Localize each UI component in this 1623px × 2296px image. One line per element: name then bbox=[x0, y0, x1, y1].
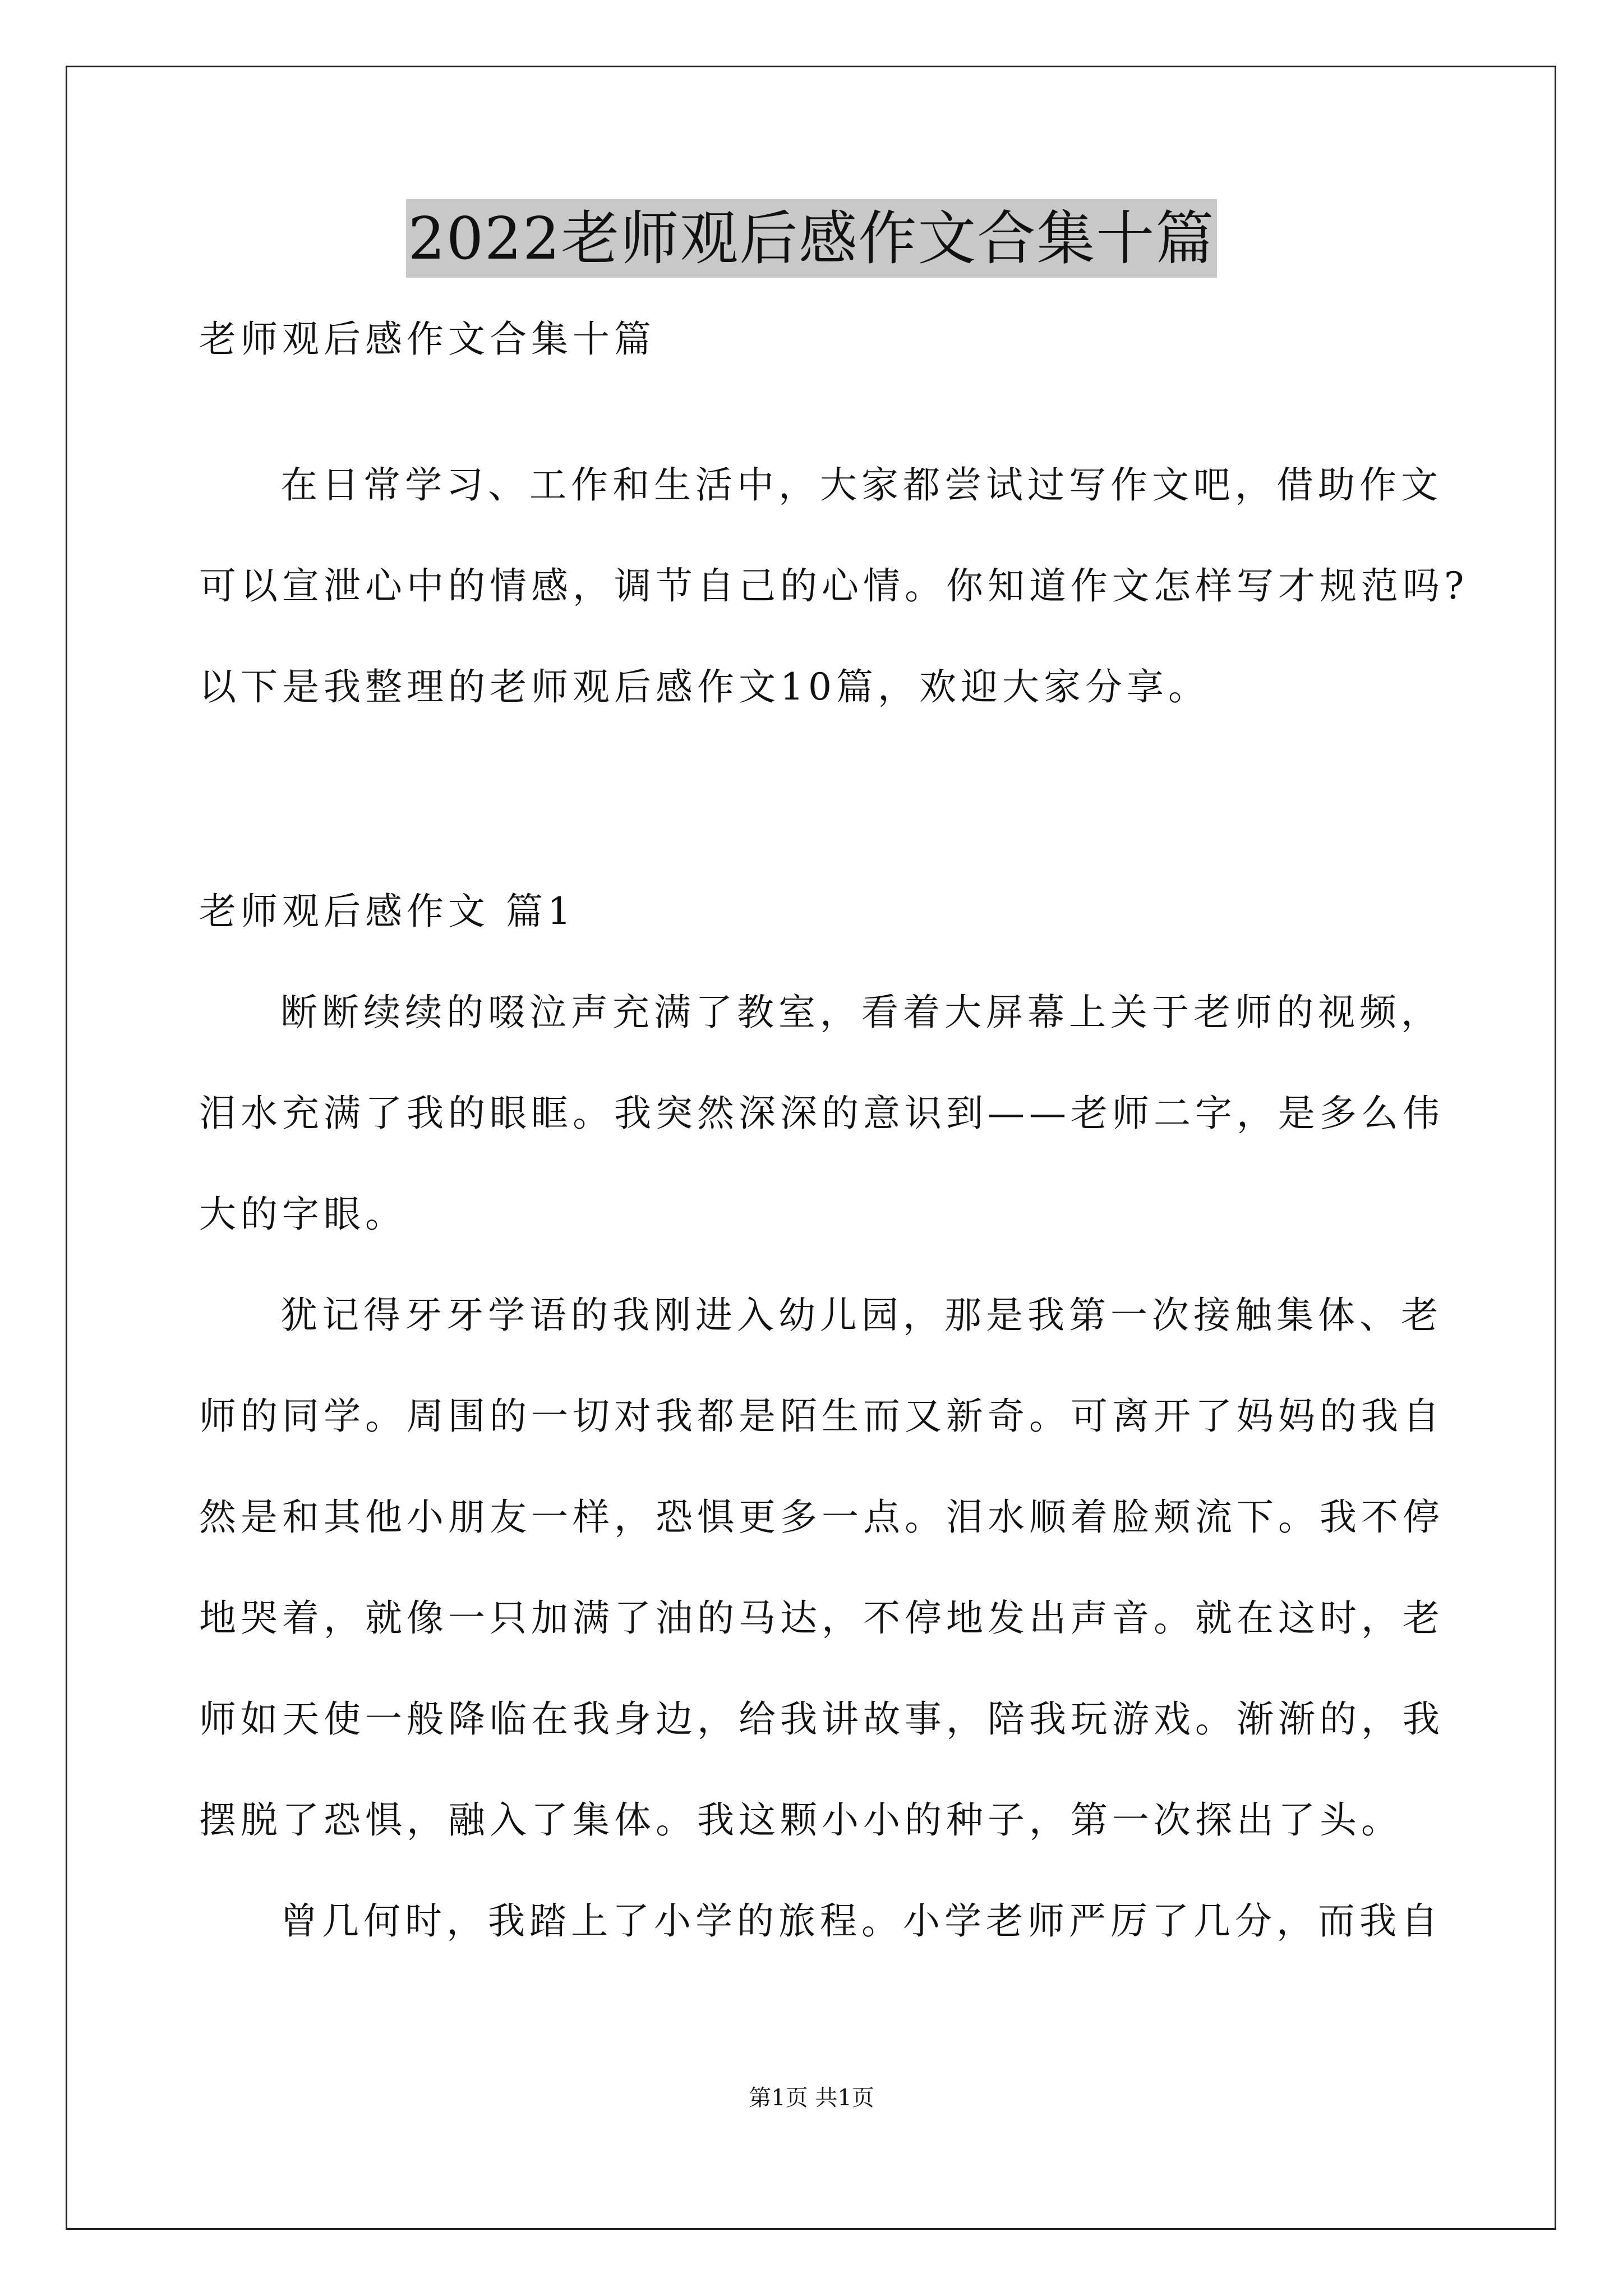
para2-line-1: 犹记得牙牙学语的我刚进入幼儿园，那是我第一次接触集体、老 bbox=[280, 1294, 1442, 1337]
para1-line-1: 断断续续的啜泣声充满了教室，看着大屏幕上关于老师的视频， bbox=[280, 991, 1442, 1034]
page-footer: 第1页 共1页 bbox=[749, 2085, 874, 2111]
para2-line-4: 地哭着，就像一只加满了油的马达，不停地发出声音。就在这时，老 bbox=[199, 1596, 1444, 1640]
para2-line-5: 师如天使一般降临在我身边，给我讲故事，陪我玩游戏。渐渐的，我 bbox=[199, 1697, 1444, 1741]
title-wrap bbox=[0, 199, 1623, 278]
intro-line-2: 可以宣泄心中的情感，调节自己的心情。你知道作文怎样写才规范吗? bbox=[199, 564, 1469, 608]
para2-line-6: 摆脱了恐惧，融入了集体。我这颗小小的种子，第一次探出了头。 bbox=[199, 1798, 1403, 1842]
subtitle: 老师观后感作文合集十篇 bbox=[199, 318, 656, 361]
section-heading: 老师观后感作文 篇1 bbox=[199, 890, 575, 933]
intro-line-1: 在日常学习、工作和生活中，大家都尝试过写作文吧，借助作文 bbox=[280, 463, 1442, 507]
para1-line-2: 泪水充满了我的眼眶。我突然深深的意识到——老师二字，是多么伟 bbox=[199, 1092, 1444, 1135]
para2-line-3: 然是和其他小朋友一样，恐惧更多一点。泪水顺着脸颊流下。我不停 bbox=[199, 1496, 1444, 1539]
para3-line-1: 曾几何时，我踏上了小学的旅程。小学老师严厉了几分，而我自 bbox=[280, 1899, 1442, 1943]
intro-line-3: 以下是我整理的老师观后感作文10篇，欢迎大家分享。 bbox=[199, 665, 1210, 708]
document-title: 2022老师观后感作文合集十篇 bbox=[406, 199, 1218, 278]
para1-line-3: 大的字眼。 bbox=[199, 1193, 407, 1236]
para2-line-2: 师的同学。周围的一切对我都是陌生而又新奇。可离开了妈妈的我自 bbox=[199, 1395, 1444, 1438]
